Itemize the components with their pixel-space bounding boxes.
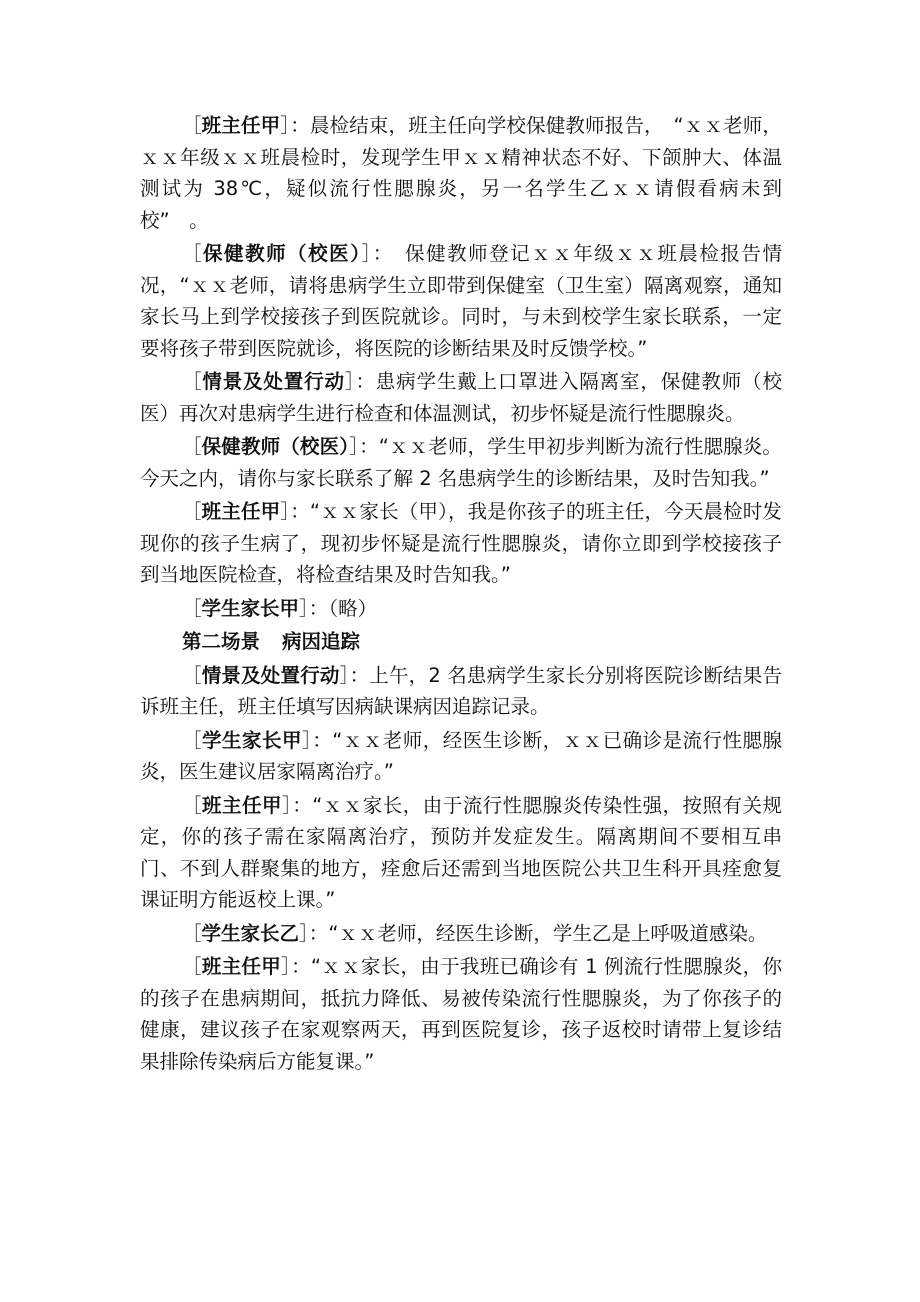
dialogue-paragraph (140, 790, 782, 916)
scene-heading (140, 626, 782, 658)
dialogue-paragraph (140, 725, 782, 788)
open-bracket: ［ (182, 663, 202, 687)
close-bracket: ］ (299, 921, 309, 945)
dialogue-paragraph (140, 918, 782, 950)
close-bracket: ］ (280, 500, 291, 523)
close-bracket: ］ (349, 435, 360, 458)
dialogue-paragraph (140, 431, 782, 494)
paragraph-text: 晨检结束，班主任向学校保健教师报告， “ｘｘ老师，ｘｘ年级ｘｘ班晨检时，发现学生甲ｘｘ精神状态不好、下颌肿大、体温测试为 38℃，疑似流行性腮腺炎，另一名学生乙ｘｘ请假看病未到校” 。 (140, 114, 782, 232)
open-bracket: ［ (182, 596, 202, 620)
paragraph-text: 患病学生戴上口罩进入隔离室，保健教师（校医）再次对患病学生进行检查和体温测试，初步怀疑是流行性腮腺炎。 (140, 370, 782, 425)
open-bracket: ［ (182, 114, 202, 137)
open-bracket: ［ (182, 435, 202, 458)
close-bracket: ］ (281, 793, 293, 817)
close-bracket: ］ (280, 114, 291, 137)
speaker-label: 保健教师（校医） (201, 435, 350, 458)
open-bracket: ［ (182, 728, 202, 752)
separator: ： (355, 370, 376, 393)
speaker-label: 情景及处置行动 (201, 663, 340, 687)
paragraph-text: “ｘｘ老师，学生甲初步判断为流行性腮腺炎。今天之内，请你与家长联系了解 2 名患病学生的诊断结果，及时告知我。” (140, 435, 782, 490)
paragraph-text: “ｘｘ家长，由于流行性腮腺炎传染性强，按照有关规定，你的孩子需在家隔离治疗，预防并发症发生。隔离期间不要相互串门、不到人群聚集的地方，痊愈后还需到当地医院公共卫生科开具痊愈复课证明方能返校上课。” (140, 793, 782, 911)
open-bracket: ［ (182, 793, 202, 817)
separator: ： (349, 663, 370, 687)
dialogue-paragraph (140, 496, 782, 591)
speaker-label: 保健教师（校医） (203, 242, 362, 265)
separator: ： (292, 793, 313, 817)
dialogue-paragraph (140, 366, 782, 429)
close-bracket: ］ (301, 728, 313, 752)
speaker-label: 学生家长乙 (201, 921, 300, 945)
paragraph-text: （略） (328, 596, 378, 620)
close-bracket: ］ (361, 242, 373, 265)
speaker-label: 班主任甲 (201, 500, 281, 523)
speaker-label: 班主任甲 (202, 793, 282, 817)
document-body (140, 110, 782, 1079)
speaker-label: 学生家长甲 (202, 728, 302, 752)
separator: ： (312, 728, 333, 752)
separator: ： (359, 435, 379, 458)
paragraph-text: “ｘｘ老师，经医生诊断，学生乙是上呼吸道感染。 (328, 921, 768, 945)
open-bracket: ［ (182, 370, 203, 393)
dialogue-paragraph (140, 593, 782, 625)
scene-number: 第二场景 (182, 630, 261, 653)
speaker-label: 情景及处置行动 (202, 370, 345, 393)
paragraph-text: “ｘｘ家长，由于我班已确诊有 1 例流行性腮腺炎，你的孩子在患病期间，抵抗力降低、易被传染流行性腮腺炎，为了你孩子的健康，建议孩子在家观察两天，再到医院复诊，孩子返校时请带上复诊结果排除传染病后方能复课。” (140, 955, 782, 1073)
open-bracket: ［ (182, 921, 202, 945)
paragraph-text: “ｘｘ老师，经医生诊断，ｘｘ已确诊是流行性腮腺炎，医生建议居家隔离治疗。” (140, 728, 782, 783)
scene-name: 病因追踪 (282, 630, 361, 653)
close-bracket: ］ (339, 663, 350, 687)
paragraph-text: “ｘｘ家长（甲），我是你孩子的班主任，今天晨检时发现你的孩子生病了，现初步怀疑是流行性腮腺炎，请你立即到学校接孩子到当地医院检查，将检查结果及时告知我。” (140, 500, 782, 586)
paragraph-text: 保健教师登记ｘｘ年级ｘｘ班晨检报告情况，“ｘｘ老师，请将患病学生立即带到保健室（卫生室）隔离观察，通知家长马上到学校接孩子到医院就诊。同时，与未到校学生家长联系，一定要将孩子带到医院就诊，将医院的诊断结果及时反馈学校。” (140, 242, 782, 360)
dialogue-paragraph (140, 238, 782, 364)
dialogue-paragraph (140, 660, 782, 723)
close-bracket: ］ (299, 596, 309, 620)
separator: ： (308, 596, 329, 620)
open-bracket: ［ (182, 955, 202, 978)
dialogue-paragraph (140, 110, 782, 236)
speaker-label: 班主任甲 (201, 955, 282, 978)
dialogue-paragraph (140, 951, 782, 1077)
speaker-label: 班主任甲 (201, 114, 281, 137)
paragraph-text: 上午，2 名患病学生家长分别将医院诊断结果告诉班主任，班主任填写因病缺课病因追踪记录。 (140, 663, 782, 718)
separator: ： (308, 921, 329, 945)
close-bracket: ］ (281, 955, 292, 978)
separator: ： (290, 500, 310, 523)
close-bracket: ］ (344, 370, 356, 393)
separator: ： (372, 242, 406, 265)
open-bracket: ［ (182, 242, 204, 265)
separator: ： (290, 114, 310, 137)
speaker-label: 学生家长甲 (201, 596, 300, 620)
open-bracket: ［ (182, 500, 202, 523)
separator: ： (291, 955, 311, 978)
